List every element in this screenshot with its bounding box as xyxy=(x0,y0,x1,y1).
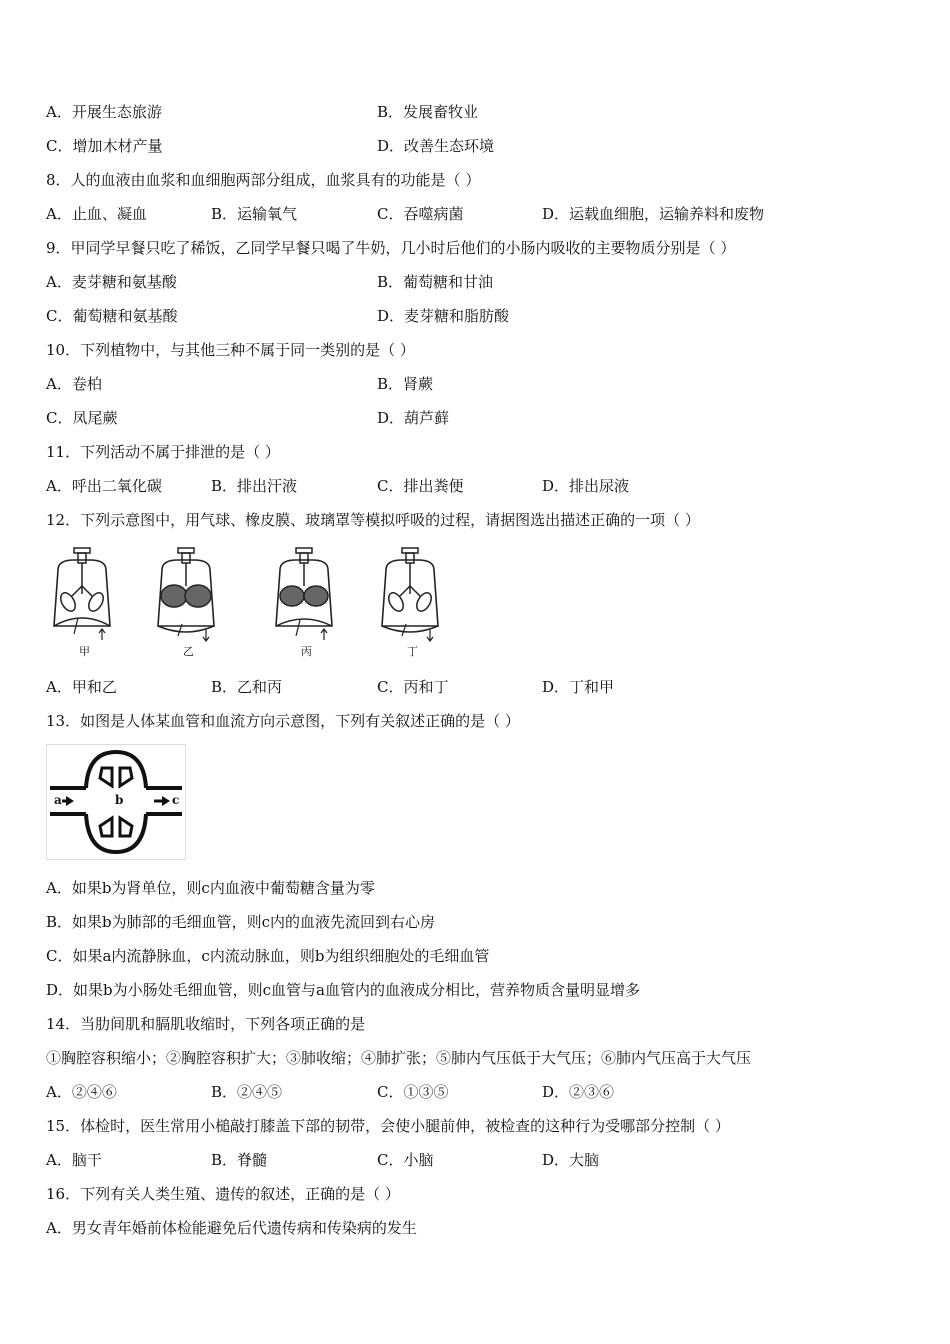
q16-option-a: A．男女青年婚前体检能避免后代遗传病和传染病的发生 xyxy=(46,1219,417,1237)
label-c: c xyxy=(172,793,180,807)
q14-stem: 14．当肋间肌和膈肌收缩时，下列各项正确的是 xyxy=(46,1015,366,1033)
bell-jar-figure-bing xyxy=(268,546,340,658)
q12-option-a: A．甲和乙 xyxy=(46,678,117,696)
q7-option-c: C．增加木材产量 xyxy=(46,137,163,155)
q13-option-c: C．如果a内流静脉血，c内流动脉血，则b为组织细胞处的毛细血管 xyxy=(46,947,490,965)
q9-stem: 9．甲同学早餐只吃了稀饭，乙同学早餐只喝了牛奶，几小时后他们的小肠内吸收的主要物质分别是（ ） xyxy=(46,239,736,257)
q10-option-d: D．葫芦藓 xyxy=(377,409,450,427)
label-b: b xyxy=(115,793,124,807)
q7-option-d: D．改善生态环境 xyxy=(377,137,495,155)
q8-option-d: D．运载血细胞，运输养料和废物 xyxy=(542,205,765,223)
q7-option-a: A．开展生态旅游 xyxy=(46,103,162,121)
q15-stem: 15．体检时，医生常用小槌敲打膝盖下部的韧带，会使小腿前伸，被检查的这种行为受哪部分控制（ ） xyxy=(46,1117,730,1135)
q12-option-d: D．丁和甲 xyxy=(542,678,615,696)
q8-option-b: B．运输氧气 xyxy=(211,205,298,223)
q13-option-d: D．如果b为小肠处毛细血管，则c血管与a血管内的血液成分相比，营养物质含量明显增多 xyxy=(46,981,640,999)
figure-label-ding: 丁 xyxy=(407,645,418,658)
q12-option-b: B．乙和丙 xyxy=(211,678,283,696)
label-a: a xyxy=(54,793,62,807)
q12-option-c: C．丙和丁 xyxy=(377,678,449,696)
q13-stem: 13．如图是人体某血管和血流方向示意图，下列有关叙述正确的是（ ） xyxy=(46,712,520,730)
bell-jar-figure-jia xyxy=(46,546,118,658)
q13-option-b: B．如果b为肺部的毛细血管，则c内的血液先流回到右心房 xyxy=(46,913,436,931)
q9-option-b: B．葡萄糖和甘油 xyxy=(377,273,494,291)
q8-stem: 8．人的血液由血浆和血细胞两部分组成，血浆具有的功能是（ ） xyxy=(46,171,481,189)
q14-option-c: C．①③⑤ xyxy=(377,1083,449,1101)
q8-option-a: A．止血、凝血 xyxy=(46,205,147,223)
q14-option-a: A．②④⑥ xyxy=(46,1083,117,1101)
q11-option-a: A．呼出二氧化碳 xyxy=(46,477,162,495)
q15-option-c: C．小脑 xyxy=(377,1151,434,1169)
figure-label-yi: 乙 xyxy=(183,645,194,658)
q9-option-d: D．麦芽糖和脂肪酸 xyxy=(377,307,510,325)
figure-label-jia: 甲 xyxy=(79,645,90,658)
q11-stem: 11．下列活动不属于排泄的是（ ） xyxy=(46,443,280,461)
q13-option-a: A．如果b为肾单位，则c内血液中葡萄糖含量为零 xyxy=(46,879,375,897)
q15-option-b: B．脊髓 xyxy=(211,1151,268,1169)
bell-jar-figure-ding xyxy=(374,546,446,658)
q11-option-b: B．排出汗液 xyxy=(211,477,298,495)
q16-stem: 16．下列有关人类生殖、遗传的叙述，正确的是（ ） xyxy=(46,1185,400,1203)
q10-stem: 10．下列植物中，与其他三种不属于同一类别的是（ ） xyxy=(46,341,415,359)
q14-option-b: B．②④⑤ xyxy=(211,1083,283,1101)
q8-option-c: C．吞噬病菌 xyxy=(377,205,464,223)
q10-option-a: A．卷柏 xyxy=(46,375,102,393)
q15-option-d: D．大脑 xyxy=(542,1151,600,1169)
q9-option-a: A．麦芽糖和氨基酸 xyxy=(46,273,177,291)
q15-option-a: A．脑干 xyxy=(46,1151,102,1169)
q10-option-b: B．肾蕨 xyxy=(377,375,434,393)
q14-items: ①胸腔容积缩小；②胸腔容积扩大；③肺收缩；④肺扩张；⑤肺内气压低于大气压；⑥肺内气压高于大气压 xyxy=(46,1049,752,1067)
figure-label-bing: 丙 xyxy=(301,645,312,658)
bell-jar-figure-yi xyxy=(150,546,222,658)
q10-option-c: C．凤尾蕨 xyxy=(46,409,118,427)
q14-option-d: D．②③⑥ xyxy=(542,1083,615,1101)
q9-option-c: C．葡萄糖和氨基酸 xyxy=(46,307,178,325)
q11-option-d: D．排出尿液 xyxy=(542,477,630,495)
blood-vessel-figure xyxy=(46,744,186,860)
q7-option-b: B．发展畜牧业 xyxy=(377,103,479,121)
q11-option-c: C．排出粪便 xyxy=(377,477,464,495)
q12-stem: 12．下列示意图中，用气球、橡皮膜、玻璃罩等模拟呼吸的过程，请据图选出描述正确的一项（ ） xyxy=(46,511,700,529)
